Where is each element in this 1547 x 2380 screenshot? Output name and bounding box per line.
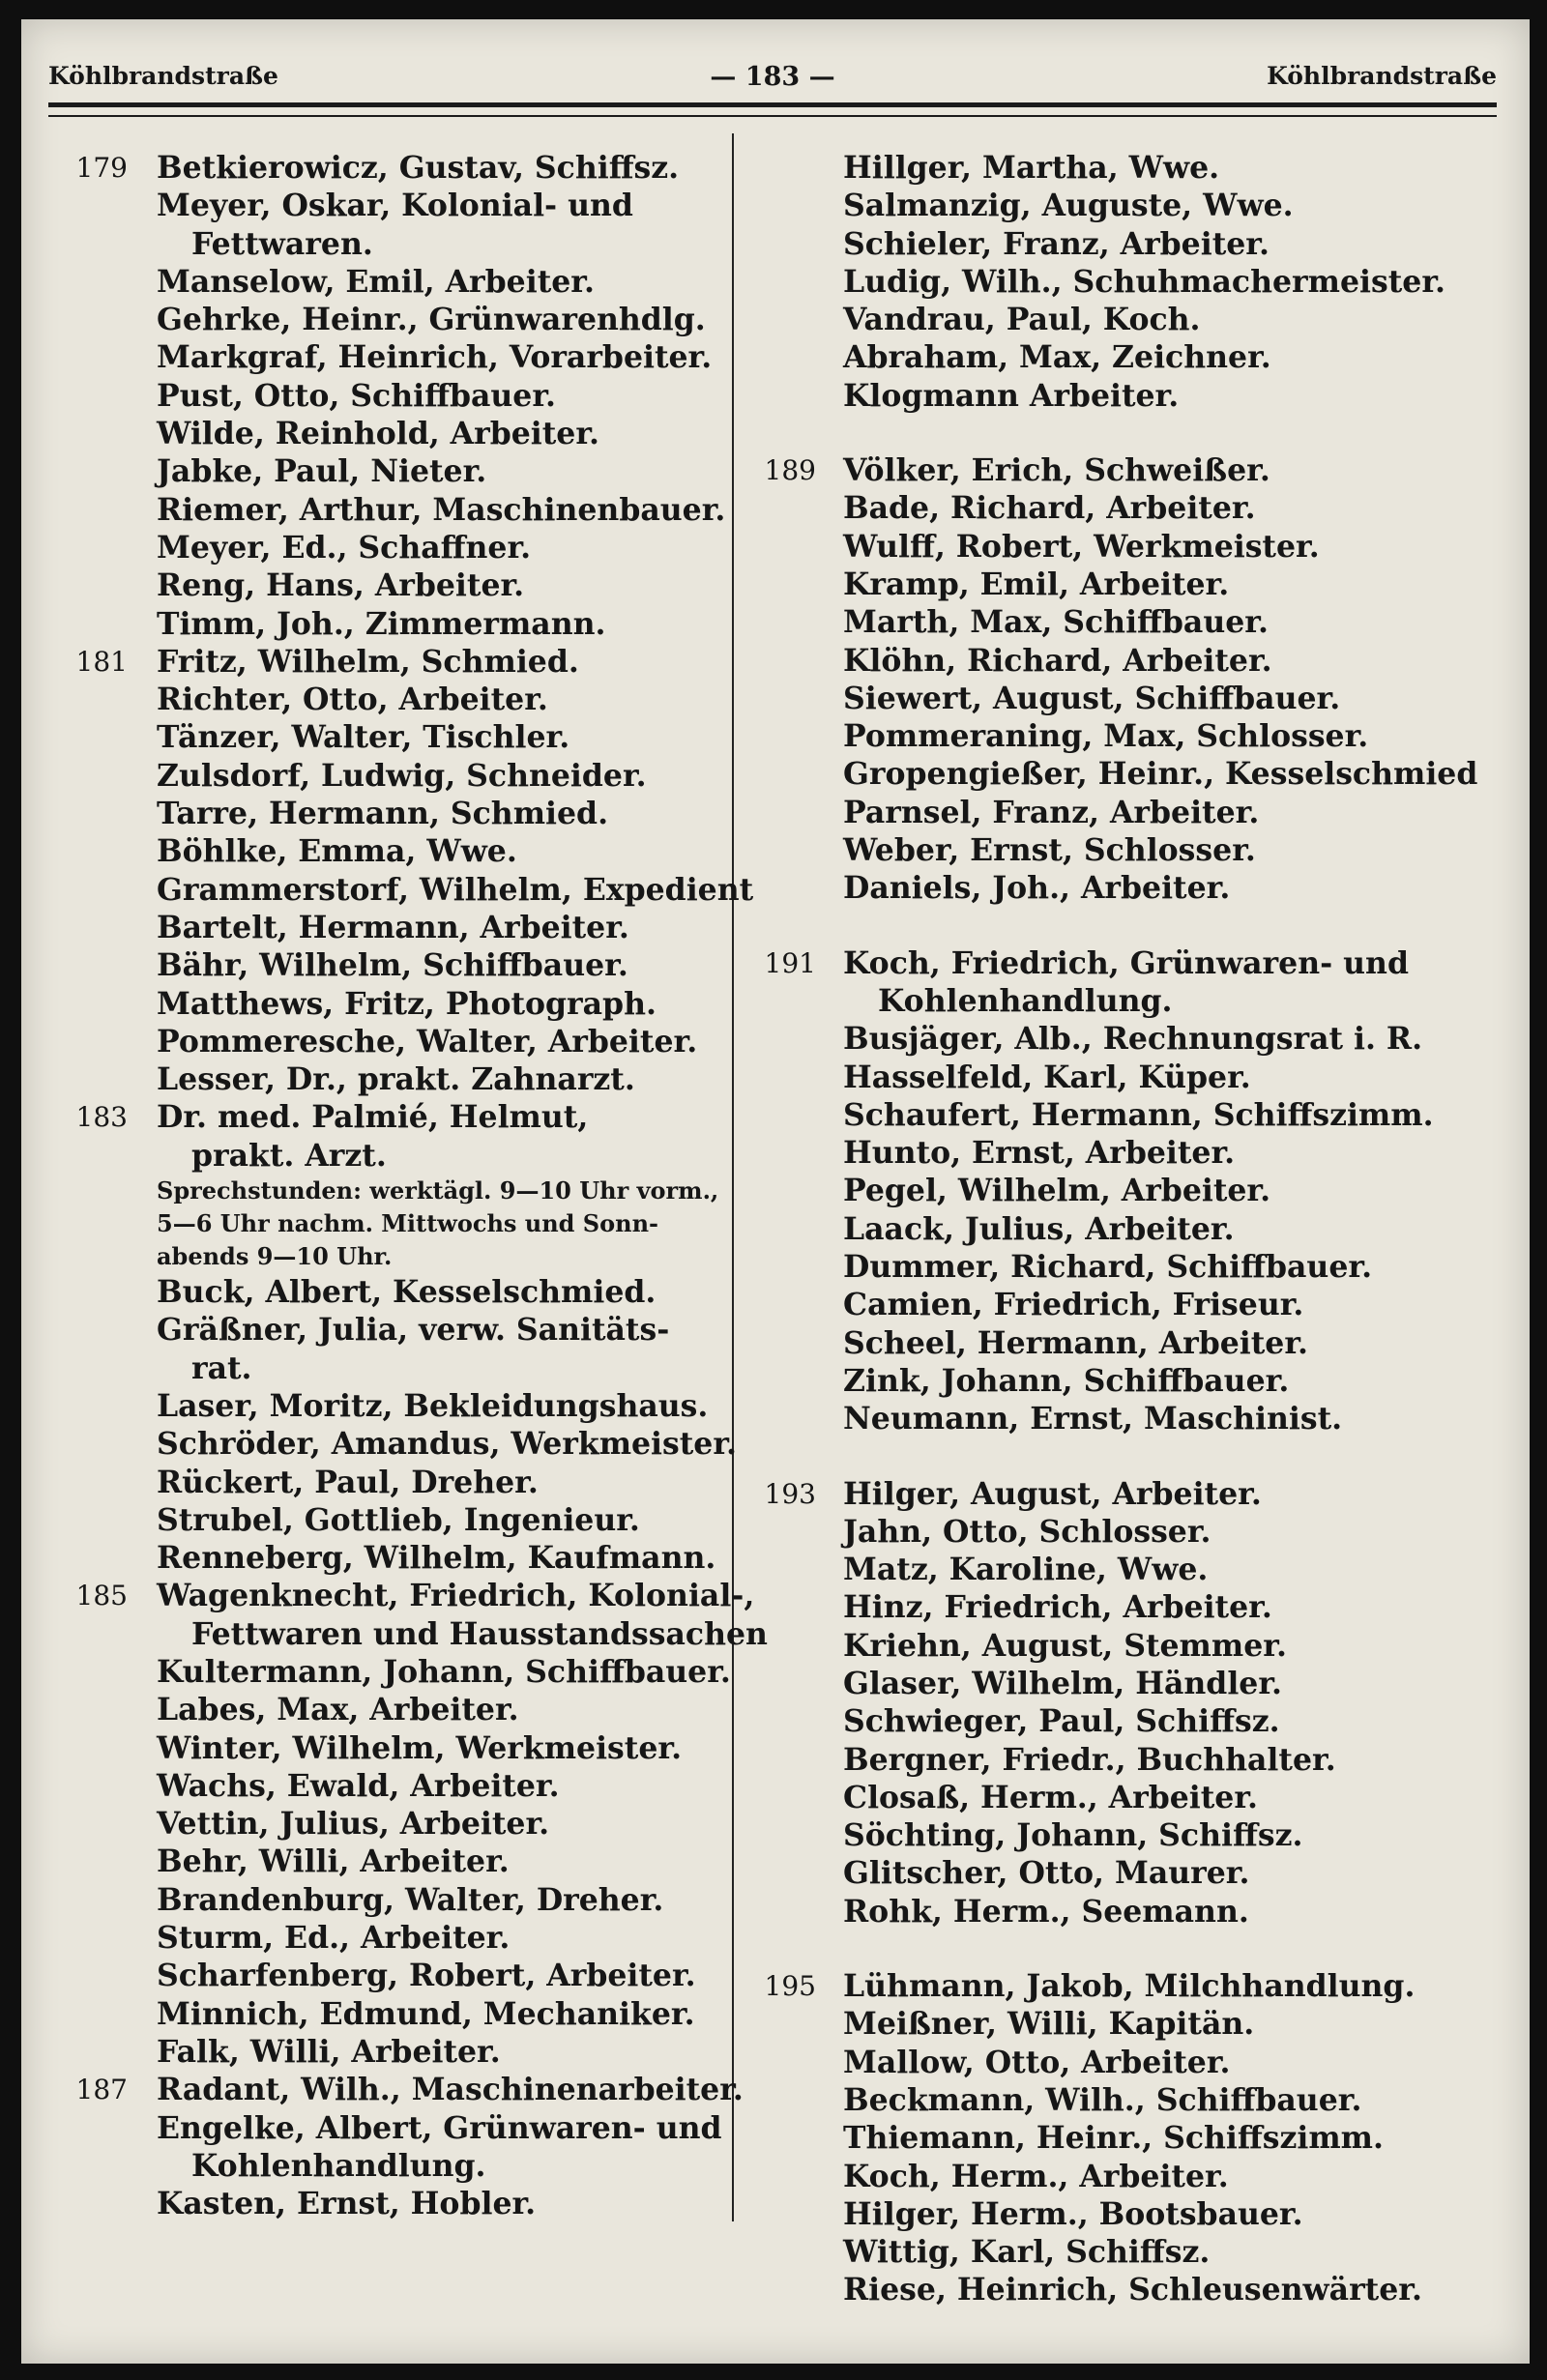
resident-entry-text: Rückert, Paul, Dreher. bbox=[157, 1464, 539, 1500]
directory-entry bbox=[70, 832, 727, 870]
house-number: 183 bbox=[75, 1101, 128, 1134]
resident-entry-text: Betkierowicz, Gustav, Schiffsz. bbox=[157, 150, 680, 186]
directory-entry bbox=[70, 491, 727, 529]
resident-entry-text: Koch, Friedrich, Grünwaren- und bbox=[843, 944, 1409, 981]
directory-entry bbox=[70, 1729, 727, 1767]
directory-entry bbox=[70, 946, 727, 984]
directory-entry bbox=[746, 944, 1520, 982]
directory-entry bbox=[70, 1653, 731, 1691]
resident-entry-text: Fritz, Wilhelm, Schmied. bbox=[157, 643, 579, 680]
resident-entry-text: Tänzer, Walter, Tischler. bbox=[157, 719, 570, 756]
resident-entry-text: Meyer, Oskar, Kolonial- und bbox=[157, 188, 633, 224]
resident-entry-text: Minnich, Edmund, Mechaniker. bbox=[157, 1995, 695, 2032]
directory-entry bbox=[70, 1843, 727, 1880]
resident-entry-text: Beckmann, Wilh., Schiffbauer. bbox=[843, 2081, 1362, 2118]
directory-entry bbox=[746, 1967, 1520, 2005]
resident-entry-text: Wilde, Reinhold, Arbeiter. bbox=[157, 416, 600, 452]
resident-entry-text: Riese, Heinrich, Schleusenwärter. bbox=[843, 2272, 1422, 2308]
directory-entry bbox=[70, 643, 727, 681]
resident-entry-text: Gehrke, Heinr., Grünwarenhdlg. bbox=[157, 302, 706, 338]
resident-entry-text: Wagenknecht, Friedrich, Kolonial-, bbox=[157, 1578, 755, 1614]
directory-entry bbox=[746, 2044, 1520, 2081]
resident-entry-text: Labes, Max, Arbeiter. bbox=[157, 1692, 519, 1728]
resident-entry-text: Gräßner, Julia, verw. Sanitäts- bbox=[157, 1312, 670, 1349]
resident-entry-text: Markgraf, Heinrich, Vorarbeiter. bbox=[157, 339, 713, 376]
resident-entry-text: Glitscher, Otto, Maurer. bbox=[843, 1855, 1250, 1892]
resident-entry-text: Böhlke, Emma, Wwe. bbox=[157, 833, 517, 870]
directory-entry bbox=[70, 1881, 727, 1919]
directory-entry bbox=[70, 1957, 727, 1994]
resident-entry-text: Jabke, Paul, Nieter. bbox=[157, 453, 487, 490]
directory-entry bbox=[746, 1020, 1520, 1058]
directory-entry bbox=[746, 1210, 1520, 1248]
directory-entry bbox=[746, 377, 1520, 415]
resident-entry-text: Wachs, Ewald, Arbeiter. bbox=[157, 1767, 560, 1804]
resident-entry-text: Vandrau, Paul, Koch. bbox=[843, 302, 1201, 338]
resident-entry-text: Reng, Hans, Arbeiter. bbox=[157, 567, 525, 604]
directory-entry bbox=[70, 1207, 727, 1240]
directory-entry bbox=[746, 1059, 1520, 1096]
directory-entry bbox=[70, 909, 727, 946]
directory-entry bbox=[746, 1172, 1520, 1209]
directory-entry bbox=[746, 225, 1520, 263]
page-number: — 183 — bbox=[710, 62, 835, 92]
resident-entry-text: Dummer, Richard, Schiffbauer. bbox=[843, 1249, 1373, 1286]
directory-entry bbox=[70, 1615, 768, 1653]
resident-entry-text: Meißner, Willi, Kapitän. bbox=[843, 2006, 1255, 2043]
resident-entry-text: Riemer, Arthur, Maschinenbauer. bbox=[157, 491, 726, 528]
directory-entry bbox=[70, 1311, 727, 1349]
directory-entry bbox=[70, 2109, 727, 2147]
directory-entry bbox=[70, 757, 727, 795]
resident-entry-text: Scheel, Hermann, Arbeiter. bbox=[843, 1324, 1309, 1361]
resident-entry-text: Weber, Ernst, Schlosser. bbox=[843, 832, 1256, 869]
directory-entry bbox=[746, 1475, 1520, 1513]
directory-entry bbox=[70, 415, 727, 452]
directory-entry bbox=[70, 795, 727, 832]
directory-entry bbox=[70, 1350, 727, 1387]
directory-entry bbox=[746, 717, 1520, 755]
resident-entry-text: Hinz, Friedrich, Arbeiter. bbox=[843, 1589, 1272, 1626]
directory-entry bbox=[70, 1137, 727, 1175]
left-column bbox=[70, 149, 768, 2222]
resident-entry-text: Behr, Willi, Arbeiter. bbox=[157, 1843, 510, 1880]
resident-entry-text: Klöhn, Richard, Arbeiter. bbox=[843, 642, 1272, 679]
resident-entry-text: Schaufert, Hermann, Schiffszimm. bbox=[843, 1096, 1434, 1133]
directory-entry bbox=[746, 2158, 1520, 2195]
resident-entry-text: Brandenburg, Walter, Dreher. bbox=[157, 1881, 664, 1918]
resident-entry-text: Hilger, August, Arbeiter. bbox=[843, 1475, 1262, 1512]
resident-entry-text: Parnsel, Franz, Arbeiter. bbox=[843, 794, 1260, 830]
directory-entry bbox=[70, 718, 727, 756]
resident-entry-text: Lühmann, Jakob, Milchhandlung. bbox=[843, 1968, 1416, 2005]
resident-entry-text: prakt. Arzt. bbox=[191, 1137, 387, 1174]
directory-entry bbox=[70, 149, 727, 187]
resident-entry-text: Ludig, Wilh., Schuhmachermeister. bbox=[843, 263, 1445, 300]
house-number-gap bbox=[746, 415, 1520, 451]
resident-entry-text: Marth, Max, Schiffbauer. bbox=[843, 604, 1269, 641]
resident-entry-text: Renneberg, Wilhelm, Kaufmann. bbox=[157, 1540, 716, 1577]
directory-entry bbox=[746, 1324, 1520, 1362]
resident-entry-text: Söchting, Johann, Schiffsz. bbox=[843, 1817, 1303, 1854]
house-number: 189 bbox=[764, 454, 816, 487]
resident-entry-text: Engelke, Albert, Grünwaren- und bbox=[157, 2109, 722, 2146]
directory-entry bbox=[746, 1665, 1520, 1702]
resident-entry-text: Busjäger, Alb., Rechnungsrat i. R. bbox=[843, 1021, 1423, 1058]
directory-entry bbox=[746, 451, 1520, 489]
directory-entry bbox=[70, 2147, 727, 2185]
resident-entry-text: Gropengießer, Heinr., Kesselschmied bbox=[843, 756, 1478, 793]
directory-entry bbox=[746, 1248, 1520, 1286]
directory-entry bbox=[746, 1779, 1520, 1816]
directory-entry bbox=[746, 263, 1520, 301]
resident-entry-text: Camien, Friedrich, Friseur. bbox=[843, 1287, 1304, 1323]
resident-entry-text: Kasten, Ernst, Hobler. bbox=[157, 2186, 537, 2222]
resident-entry-text: Hilger, Herm., Bootsbauer. bbox=[843, 2195, 1303, 2232]
resident-entry-text: Siewert, August, Schiffbauer. bbox=[843, 680, 1341, 716]
directory-entry bbox=[70, 871, 754, 909]
directory-entry bbox=[70, 1539, 727, 1577]
directory-entry bbox=[70, 225, 727, 263]
directory-entry bbox=[746, 1816, 1520, 1854]
directory-entry bbox=[70, 338, 727, 376]
office-hours-note: 5—6 Uhr nachm. Mittwochs und Sonn- bbox=[157, 1209, 658, 1238]
resident-entry-text: Buck, Albert, Kesselschmied. bbox=[157, 1274, 657, 1311]
resident-entry-text: Hasselfeld, Karl, Küper. bbox=[843, 1059, 1251, 1095]
resident-entry-text: Matthews, Fritz, Photograph. bbox=[157, 985, 657, 1022]
directory-entry bbox=[70, 1577, 755, 1614]
resident-entry-text: Schieler, Franz, Arbeiter. bbox=[843, 225, 1270, 262]
resident-entry-text: Kultermann, Johann, Schiffbauer. bbox=[157, 1653, 731, 1690]
resident-entry-text: Jahn, Otto, Schlosser. bbox=[843, 1513, 1211, 1550]
resident-entry-text: Pommeraning, Max, Schlosser. bbox=[843, 718, 1369, 755]
directory-entry bbox=[746, 1134, 1520, 1172]
house-number-gap bbox=[746, 1438, 1520, 1475]
directory-entry bbox=[70, 1273, 727, 1311]
directory-entry bbox=[70, 1805, 727, 1843]
directory-entry bbox=[746, 1627, 1520, 1665]
resident-entry-text: Bade, Richard, Arbeiter. bbox=[843, 490, 1256, 527]
directory-entry bbox=[746, 1893, 1520, 1930]
resident-entry-text: Abraham, Max, Zeichner. bbox=[843, 339, 1271, 376]
directory-entry bbox=[70, 301, 727, 338]
resident-entry-text: Salmanzig, Auguste, Wwe. bbox=[843, 188, 1294, 224]
column-divider bbox=[732, 133, 734, 2221]
resident-entry-text: Meyer, Ed., Schaffner. bbox=[157, 529, 532, 566]
directory-entry bbox=[746, 982, 1520, 1020]
directory-entry bbox=[746, 1096, 1520, 1134]
directory-entry bbox=[70, 1098, 727, 1136]
resident-entry-text: Radant, Wilh., Maschinenarbeiter. bbox=[157, 2072, 744, 2108]
resident-entry-text: Zulsdorf, Ludwig, Schneider. bbox=[157, 757, 647, 794]
directory-page bbox=[21, 19, 1530, 2364]
directory-entry bbox=[746, 2081, 1520, 2119]
resident-entry-text: Hillger, Martha, Wwe. bbox=[843, 150, 1220, 186]
resident-entry-text: Pust, Otto, Schiffbauer. bbox=[157, 377, 556, 414]
resident-entry-text: Neumann, Ernst, Maschinist. bbox=[843, 1401, 1343, 1437]
directory-entry bbox=[70, 681, 727, 718]
directory-entry bbox=[746, 566, 1520, 603]
resident-entry-text: Schwieger, Paul, Schiffsz. bbox=[843, 1703, 1280, 1740]
resident-entry-text: Laser, Moritz, Bekleidungshaus. bbox=[157, 1387, 709, 1424]
resident-entry-text: Schröder, Amandus, Werkmeister. bbox=[157, 1426, 738, 1463]
right-column bbox=[746, 149, 1520, 2309]
resident-entry-text: Glaser, Wilhelm, Händler. bbox=[843, 1665, 1282, 1701]
resident-entry-text: Thiemann, Heinr., Schiffszimm. bbox=[843, 2120, 1384, 2157]
directory-entry bbox=[70, 1767, 727, 1805]
directory-entry bbox=[70, 566, 727, 604]
directory-entry bbox=[746, 2005, 1520, 2043]
resident-entry-text: Wulff, Robert, Werkmeister. bbox=[843, 528, 1320, 565]
resident-entry-text: Völker, Erich, Schweißer. bbox=[843, 452, 1270, 489]
resident-entry-text: Manselow, Emil, Arbeiter. bbox=[157, 263, 595, 300]
resident-entry-text: Hunto, Ernst, Arbeiter. bbox=[843, 1135, 1236, 1172]
house-number: 187 bbox=[75, 2074, 128, 2106]
directory-entry bbox=[746, 1400, 1520, 1437]
directory-entry bbox=[70, 1995, 727, 2033]
directory-entry bbox=[70, 187, 727, 224]
directory-entry bbox=[70, 1501, 727, 1539]
directory-entry bbox=[746, 680, 1520, 717]
header-rule bbox=[48, 102, 1497, 117]
resident-entry-text: Daniels, Joh., Arbeiter. bbox=[843, 870, 1231, 907]
resident-entry-text: Rohk, Herm., Seemann. bbox=[843, 1893, 1249, 1930]
directory-entry bbox=[746, 755, 1520, 793]
house-number-gap bbox=[746, 908, 1520, 944]
directory-entry bbox=[746, 149, 1520, 187]
directory-entry bbox=[70, 1919, 727, 1957]
resident-entry-text: Pegel, Wilhelm, Arbeiter. bbox=[843, 1173, 1271, 1209]
directory-entry bbox=[70, 1060, 727, 1098]
directory-entry bbox=[746, 1551, 1520, 1588]
resident-entry-text: Grammerstorf, Wilhelm, Expedient bbox=[157, 871, 754, 908]
house-number: 191 bbox=[764, 946, 816, 979]
directory-entry bbox=[746, 301, 1520, 338]
house-number-gap bbox=[746, 1930, 1520, 1967]
directory-entry bbox=[70, 1023, 727, 1060]
resident-entry-text: Wittig, Karl, Schiffsz. bbox=[843, 2234, 1211, 2271]
house-number: 179 bbox=[75, 152, 128, 184]
resident-entry-text: Dr. med. Palmié, Helmut, bbox=[157, 1099, 589, 1136]
resident-entry-text: Closaß, Herm., Arbeiter. bbox=[843, 1779, 1259, 1815]
office-hours-note: abends 9—10 Uhr. bbox=[157, 1242, 393, 1271]
directory-entry bbox=[746, 1362, 1520, 1400]
directory-entry bbox=[70, 1691, 727, 1728]
resident-entry-text: Lesser, Dr., prakt. Zahnarzt. bbox=[157, 1061, 635, 1098]
directory-entry bbox=[70, 985, 727, 1023]
resident-entry-text: Koch, Herm., Arbeiter. bbox=[843, 2158, 1229, 2194]
office-hours-note: Sprechstunden: werktägl. 9—10 Uhr vorm., bbox=[157, 1176, 719, 1205]
resident-entry-text: Vettin, Julius, Arbeiter. bbox=[157, 1806, 550, 1843]
directory-entry bbox=[746, 642, 1520, 680]
resident-entry-text: Fettwaren und Hausstandssachen bbox=[191, 1615, 768, 1652]
directory-entry bbox=[70, 1175, 727, 1207]
directory-entry bbox=[70, 529, 727, 566]
resident-entry-text: Matz, Karoline, Wwe. bbox=[843, 1552, 1209, 1588]
directory-entry bbox=[70, 605, 727, 643]
resident-entry-text: Tarre, Hermann, Schmied. bbox=[157, 796, 609, 832]
directory-entry bbox=[746, 2271, 1520, 2308]
directory-entry bbox=[746, 1741, 1520, 1779]
resident-entry-text: Kriehn, August, Stemmer. bbox=[843, 1627, 1287, 1664]
resident-entry-text: Falk, Willi, Arbeiter. bbox=[157, 2033, 501, 2070]
house-number: 193 bbox=[764, 1477, 816, 1510]
resident-entry-text: Bartelt, Hermann, Arbeiter. bbox=[157, 909, 629, 945]
resident-entry-text: Laack, Julius, Arbeiter. bbox=[843, 1210, 1235, 1247]
resident-entry-text: Kohlenhandlung. bbox=[878, 982, 1173, 1019]
directory-entry bbox=[70, 2071, 744, 2108]
resident-entry-text: Pommeresche, Walter, Arbeiter. bbox=[157, 1023, 698, 1059]
directory-entry bbox=[746, 1286, 1520, 1323]
directory-entry bbox=[746, 1588, 1520, 1626]
resident-entry-text: Klogmann Arbeiter. bbox=[843, 377, 1180, 414]
directory-entry bbox=[746, 2119, 1520, 2157]
directory-entry bbox=[70, 1387, 727, 1425]
directory-entry bbox=[746, 187, 1520, 224]
directory-entry bbox=[70, 2185, 727, 2222]
header-street-right: Köhlbrandstraße bbox=[1267, 62, 1497, 90]
directory-entry bbox=[70, 377, 727, 415]
resident-entry-text: Zink, Johann, Schiffbauer. bbox=[843, 1362, 1290, 1399]
directory-entry bbox=[70, 263, 727, 301]
resident-entry-text: Kramp, Emil, Arbeiter. bbox=[843, 566, 1230, 602]
resident-entry-text: Winter, Wilhelm, Werkmeister. bbox=[157, 1729, 683, 1766]
resident-entry-text: Kohlenhandlung. bbox=[191, 2147, 486, 2184]
directory-entry bbox=[746, 603, 1520, 641]
resident-entry-text: Sturm, Ed., Arbeiter. bbox=[157, 1920, 511, 1957]
directory-entry bbox=[746, 1854, 1520, 1892]
directory-entry bbox=[746, 489, 1520, 527]
resident-entry-text: Bergner, Friedr., Buchhalter. bbox=[843, 1741, 1336, 1778]
house-number: 185 bbox=[75, 1580, 128, 1612]
directory-entry bbox=[70, 1425, 738, 1463]
directory-entry bbox=[746, 831, 1520, 869]
directory-entry bbox=[746, 1513, 1520, 1551]
directory-entry bbox=[70, 1464, 727, 1501]
resident-entry-text: Timm, Joh., Zimmermann. bbox=[157, 605, 606, 642]
resident-entry-text: Bähr, Wilhelm, Schiffbauer. bbox=[157, 947, 628, 984]
resident-entry-text: Richter, Otto, Arbeiter. bbox=[157, 682, 548, 718]
resident-entry-text: Fettwaren. bbox=[191, 225, 373, 262]
house-number: 181 bbox=[75, 645, 128, 678]
directory-entry bbox=[746, 2233, 1520, 2271]
directory-entry bbox=[746, 869, 1520, 907]
header-street-left: Köhlbrandstraße bbox=[48, 62, 278, 90]
directory-entry bbox=[70, 1240, 727, 1273]
directory-entry bbox=[746, 338, 1520, 376]
house-number: 195 bbox=[764, 1970, 816, 2003]
directory-entry bbox=[70, 2033, 727, 2071]
directory-entry bbox=[746, 1702, 1520, 1740]
directory-entry bbox=[746, 528, 1520, 566]
resident-entry-text: Mallow, Otto, Arbeiter. bbox=[843, 2044, 1231, 2080]
resident-entry-text: Scharfenberg, Robert, Arbeiter. bbox=[157, 1958, 696, 1994]
directory-entry bbox=[746, 2195, 1520, 2233]
directory-entry bbox=[70, 452, 727, 490]
directory-entry bbox=[746, 794, 1520, 831]
resident-entry-text: rat. bbox=[191, 1350, 252, 1386]
resident-entry-text: Strubel, Gottlieb, Ingenieur. bbox=[157, 1501, 640, 1538]
